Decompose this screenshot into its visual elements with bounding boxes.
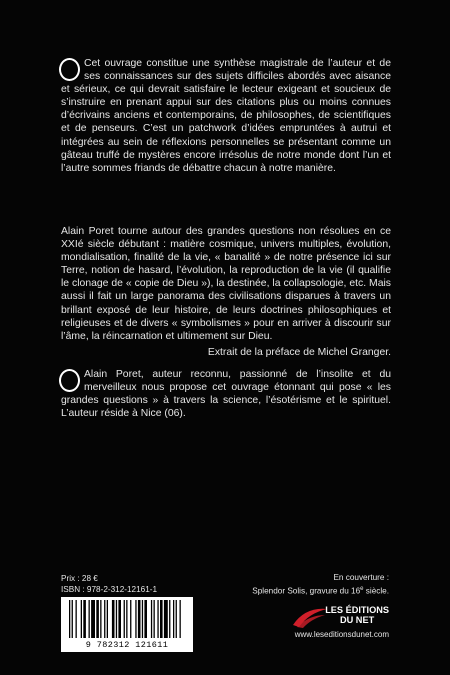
- price-label: Prix : 28 €: [61, 574, 98, 583]
- barcode-bar: [180, 600, 181, 638]
- barcode-bar: [118, 600, 121, 638]
- barcode-bars: [61, 597, 193, 641]
- barcode-bar: [151, 600, 152, 638]
- barcode-bar: [89, 600, 90, 638]
- publisher-name: LES ÉDITIONS DU NET: [325, 605, 389, 625]
- barcode-bar: [76, 600, 77, 638]
- publisher-website: www.leseditionsdunet.com: [294, 630, 389, 639]
- barcode-bar: [124, 600, 125, 638]
- barcode-bar: [126, 600, 127, 638]
- barcode-bar: [130, 600, 131, 638]
- barcode-bar: [169, 600, 170, 638]
- barcode-bar: [100, 600, 101, 638]
- barcode-bar: [91, 600, 95, 638]
- barcode-bar: [164, 600, 168, 638]
- isbn-label: ISBN : 978-2-312-12161-1: [61, 585, 158, 594]
- barcode-bar: [81, 600, 82, 638]
- preface-attribution: Extrait de la préface de Michel Granger.: [207, 347, 391, 358]
- preface-paragraph-2: Alain Poret tourne autour des grandes questions non résolues en ce XXIé siècle débutant : matière cosmique, univers multiples, évolution, mondialisation, finalité de la vie, « banalité » de notre présence ici sur Terre, notion de hasard, l’évolution, la reproduction de la vie (il qualifie le clonage de « copie de Dieu »), la destinée, la collapsologie, etc. Mais aussi il fait un large panorama des civilisations disparues à travers un brillant exposé de leur histoire, de leurs doctrines philosophiques et religieuses et de divers « symbolismes » pour en arriver à discourir sur l’âme, la réincarnation et ultimement sur Dieu.: [61, 226, 391, 342]
- cover-credit-line1: En couverture :: [333, 573, 389, 582]
- barcode-bar: [144, 600, 147, 638]
- dropcap-ring: [59, 369, 80, 392]
- barcode-digits: 9 782312 121611: [85, 640, 169, 650]
- barcode-bar: [83, 600, 86, 638]
- cover-credit: [252, 573, 389, 597]
- barcode-bar: [138, 600, 141, 638]
- barcode-bar: [154, 600, 155, 638]
- barcode-bar: [116, 600, 117, 638]
- barcode-bar: [157, 600, 158, 638]
- publisher-logo: [279, 603, 389, 631]
- publisher-swoosh-icon: [291, 605, 329, 629]
- cover-credit-line2: Splendor Solis, gravure du 16e siècle.: [252, 585, 389, 596]
- barcode-bar: [160, 600, 163, 638]
- isbn-barcode: [61, 597, 193, 652]
- barcode-bar: [107, 600, 108, 638]
- barcode-bar: [69, 600, 70, 638]
- barcode-bar: [142, 600, 143, 638]
- preface-paragraph-1: Cet ouvrage constitue une synthèse magistrale de l’auteur et de ses connaissances sur des sujets difficiles abordés avec aisance et sérieux, ce qui devrait satisfaire le lecteur exigeant et soucieux de s’instruire en prenant appui sur des citations plus ou moins connues d’écrivains anciens et contemporains, de philosophes, de scientifiques et de penseurs. C’est un patchwork d’idées empruntées à autrui et intégrées au sein de réflexions personnelles se présentant comme un gâteau truffé de mystères encore irrésolus de notre monde dont l’un et l’autre sommes friands de débattre chacun à notre manière.: [61, 58, 391, 174]
- dropcap-ring: [59, 58, 80, 81]
- barcode-bar: [104, 600, 105, 638]
- barcode-bar: [173, 600, 174, 638]
- barcode-bar: [96, 600, 99, 638]
- barcode-bar: [135, 600, 136, 638]
- barcode-bar: [176, 600, 177, 638]
- author-paragraph: Alain Poret, auteur reconnu, passionné de l’insolite et du merveilleux nous propose cet ouvrage étonnant qui pose « les grandes questions » à travers la science, l’ésotérisme et le spirituel. L’auteur réside à Nice (06).: [61, 369, 391, 420]
- barcode-bar: [112, 600, 115, 638]
- barcode-bar: [72, 600, 73, 638]
